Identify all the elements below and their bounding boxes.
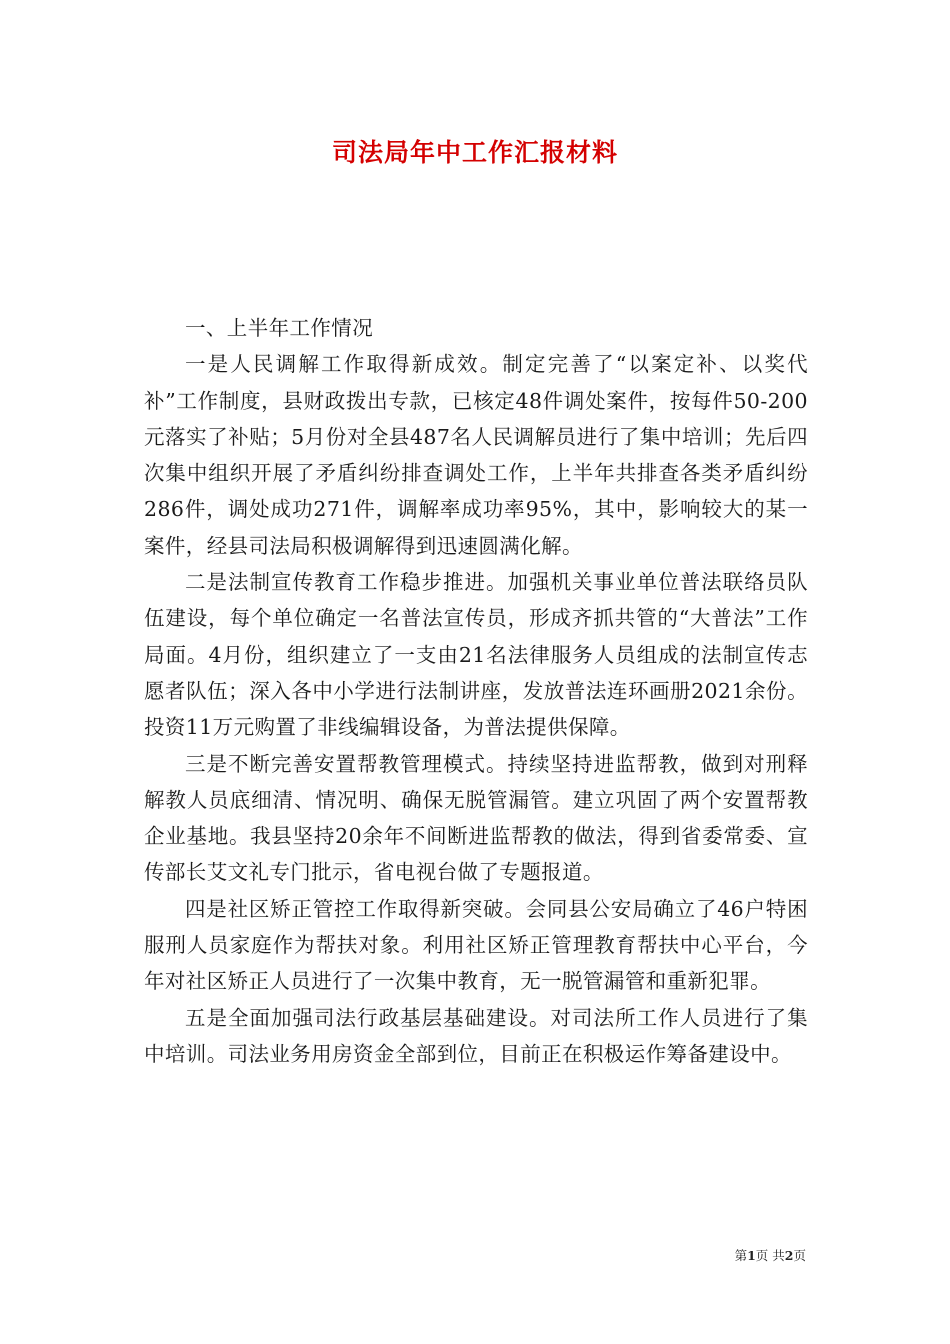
document-title: 司法局年中工作汇报材料 bbox=[331, 138, 618, 167]
paragraph-resettlement: 三是不断完善安置帮教管理模式。持续坚持进监帮教，做到对刑释解教人员底细清、情况明、确保无脱管漏管。建立巩固了两个安置帮教企业基地。我县坚持20余年不间断进监帮教的做法，得到省委常委、宣传部长艾文礼专门批示，省电视台做了专题报道。 bbox=[144, 751, 808, 885]
paragraph-legal-education: 二是法制宣传教育工作稳步推进。加强机关事业单位普法联络员队伍建设，每个单位确定一名普法宣传员，形成齐抓共管的“大普法”工作局面。4月份，组织建立了一支由21名法律服务人员组成的法制宣传志愿者队伍；深入各中小学进行法制讲座，发放普法连环画册2021余份。投资11万元购置了非线编辑设备，为普法提供保障。 bbox=[144, 570, 808, 740]
paragraph-mediation: 一是人民调解工作取得新成效。制定完善了“以案定补、以奖代补”工作制度，县财政拨出专款，已核定48件调处案件，按每件50-200元落实了补贴；5月份对全县487名人民调解员进行了集中培训；先后四次集中组织开展了矛盾纠纷排查调处工作，上半年共排查各类矛盾纠纷286件，调处成功271件，调解率成功率95%，其中，影响较大的某一案件，经县司法局积极调解得到迅速圆满化解。 bbox=[144, 352, 808, 558]
total-pages-number: 2 bbox=[784, 1248, 794, 1263]
paragraph-community-correction: 四是社区矫正管控工作取得新突破。会同县公安局确立了46户特困服刑人员家庭作为帮扶对象。利用社区矫正管理教育帮扶中心平台，今年对社区矫正人员进行了一次集中教育，无一脱管漏管和重新犯罪。 bbox=[144, 896, 808, 994]
document-body bbox=[144, 310, 808, 1072]
page-footer bbox=[735, 1246, 806, 1264]
footer-suffix: 页 bbox=[793, 1248, 806, 1263]
footer-prefix: 第 bbox=[734, 1248, 748, 1263]
current-page-number: 1 bbox=[747, 1248, 756, 1263]
paragraph-grassroots: 五是全面加强司法行政基层基础建设。对司法所工作人员进行了集中培训。司法业务用房资金全部到位，目前正在积极运作筹备建设中。 bbox=[144, 1005, 808, 1066]
footer-middle: 页 共 bbox=[755, 1248, 785, 1263]
section-heading: 一、上半年工作情况 bbox=[185, 316, 374, 340]
